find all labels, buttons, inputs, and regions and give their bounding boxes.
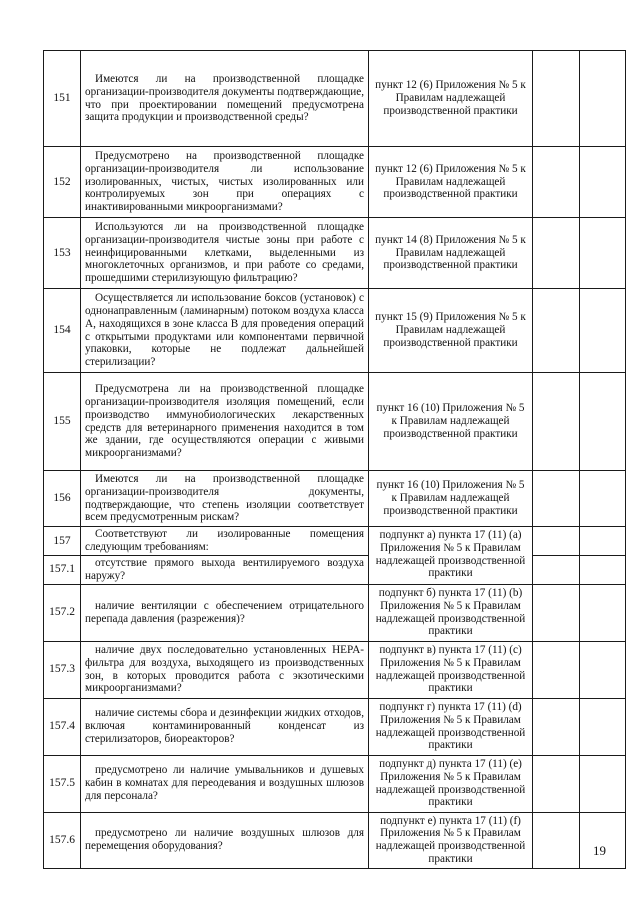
question-text: наличие вентиляции с обеспечением отрицательного перепада давления (разрежения)? [81, 584, 369, 641]
question-text: Предусмотрено на производственной площадке организации-производителя ли использование изолированных, чистых, чистых изолированных или контролируемых зон при операциях с инактивированными микроорганизмами? [81, 147, 369, 218]
reference-text: пункт 12 (6) Приложения № 5 к Правилам надлежащей производственной практики [369, 51, 533, 147]
note-cell [580, 584, 626, 641]
reference-text: пункт 16 (10) Приложения № 5 к Правилам надлежащей производственной практики [369, 373, 533, 471]
page-number: 19 [593, 843, 606, 858]
question-text: Используются ли на производственной площадке организации-производителя чистые зоны при работе с неинфицированными клетками, выделенными из многоклеточных организмов, и при работе со средами, прошедшими стерилизующую фильтрацию? [81, 218, 369, 289]
note-cell [580, 218, 626, 289]
question-text: наличие двух последовательно установленных HEPA-фильтра для воздуха, выходящего из производственных зон, в которых проводится работа с экзотическими микроорганизмами? [81, 641, 369, 698]
reference-text: пункт 15 (9) Приложения № 5 к Правилам надлежащей производственной практики [369, 289, 533, 373]
answer-cell [533, 218, 580, 289]
answer-cell [533, 373, 580, 471]
table-row [44, 373, 626, 471]
row-number: 154 [44, 289, 81, 373]
question-text: Предусмотрена ли на производственной площадке организации-производителя изоляция помещений, если производство иммунобиологических лекарственных средств для ветеринарного применения находится в том же здании, где осуществляются операции с живыми микроорганизмами? [81, 373, 369, 471]
note-cell [580, 812, 626, 868]
answer-cell [533, 289, 580, 373]
row-number: 152 [44, 147, 81, 218]
answer-cell [533, 51, 580, 147]
note-cell [580, 471, 626, 527]
question-text: предусмотрено ли наличие умывальников и душевых кабин в комнатах для переодевания и воздушных шлюзов для персонала? [81, 755, 369, 812]
answer-cell [533, 698, 580, 755]
row-number: 157.5 [44, 755, 81, 812]
table-row [44, 147, 626, 218]
answer-cell [533, 755, 580, 812]
question-text: наличие системы сбора и дезинфекции жидких отходов, включая контаминированный конденсат из стерилизаторов, биореакторов? [81, 698, 369, 755]
note-cell [580, 641, 626, 698]
answer-cell [533, 471, 580, 527]
note-cell [580, 147, 626, 218]
answer-cell [533, 584, 580, 641]
reference-text: подпункт б) пункта 17 (11) (b) Приложения № 5 к Правилам надлежащей производственной практики [369, 584, 533, 641]
question-text: отсутствие прямого выхода вентилируемого воздуха наружу? [81, 556, 369, 585]
question-text: Соответствуют ли изолированные помещения следующим требованиям: [81, 527, 369, 556]
table-row [44, 755, 626, 812]
reference-text: пункт 12 (6) Приложения № 5 к Правилам надлежащей производственной практики [369, 147, 533, 218]
answer-cell [533, 147, 580, 218]
note-cell [580, 698, 626, 755]
checklist-table [43, 50, 626, 869]
row-number: 151 [44, 51, 81, 147]
answer-cell [533, 641, 580, 698]
row-number: 153 [44, 218, 81, 289]
row-number: 155 [44, 373, 81, 471]
table-row [44, 584, 626, 641]
table-row [44, 51, 626, 147]
table-row [44, 527, 626, 556]
answer-cell [533, 527, 580, 556]
row-number: 157.3 [44, 641, 81, 698]
row-number: 157.2 [44, 584, 81, 641]
reference-text: пункт 14 (8) Приложения № 5 к Правилам надлежащей производственной практики [369, 218, 533, 289]
question-text: Имеются ли на производственной площадке организации-производителя документы подтверждающие, что при проектировании помещений предусмотрена защита продукции и производственной среды? [81, 51, 369, 147]
table-row [44, 289, 626, 373]
table-row [44, 698, 626, 755]
answer-cell [533, 556, 580, 585]
note-cell [580, 373, 626, 471]
question-text: предусмотрено ли наличие воздушных шлюзов для перемещения оборудования? [81, 812, 369, 868]
table-row [44, 641, 626, 698]
question-text: Имеются ли на производственной площадке организации-производителя документы, подтверждающие, что степень изоляции соответствует всем предусмотренным рискам? [81, 471, 369, 527]
row-number: 156 [44, 471, 81, 527]
reference-text: подпункт в) пункта 17 (11) (c) Приложения № 5 к Правилам надлежащей производственной практики [369, 641, 533, 698]
row-number: 157.1 [44, 556, 81, 585]
table-row [44, 812, 626, 868]
row-number: 157.6 [44, 812, 81, 868]
reference-text: пункт 16 (10) Приложения № 5 к Правилам надлежащей производственной практики [369, 471, 533, 527]
note-cell [580, 556, 626, 585]
reference-text: подпункт г) пункта 17 (11) (d) Приложения № 5 к Правилам надлежащей производственной практики [369, 698, 533, 755]
note-cell [580, 527, 626, 556]
reference-text: подпункт е) пункта 17 (11) (f) Приложения № 5 к Правилам надлежащей производственной практики [369, 812, 533, 868]
reference-text: подпункт а) пункта 17 (11) (a) Приложения № 5 к Правилам надлежащей производственной практики [369, 527, 533, 585]
table-row [44, 471, 626, 527]
table-row [44, 556, 626, 585]
question-text: Осуществляется ли использование боксов (установок) с однонаправленным (ламинарным) потоком воздуха класса А, находящихся в зоне класса В для проведения операций с открытыми продуктами или компонентами первичной упаковки, которые не подлежат дальнейшей стерилизации? [81, 289, 369, 373]
answer-cell [533, 812, 580, 868]
table-row [44, 218, 626, 289]
row-number: 157.4 [44, 698, 81, 755]
note-cell [580, 51, 626, 147]
reference-text: подпункт д) пункта 17 (11) (e) Приложения № 5 к Правилам надлежащей производственной практики [369, 755, 533, 812]
row-number: 157 [44, 527, 81, 556]
note-cell [580, 289, 626, 373]
note-cell [580, 755, 626, 812]
